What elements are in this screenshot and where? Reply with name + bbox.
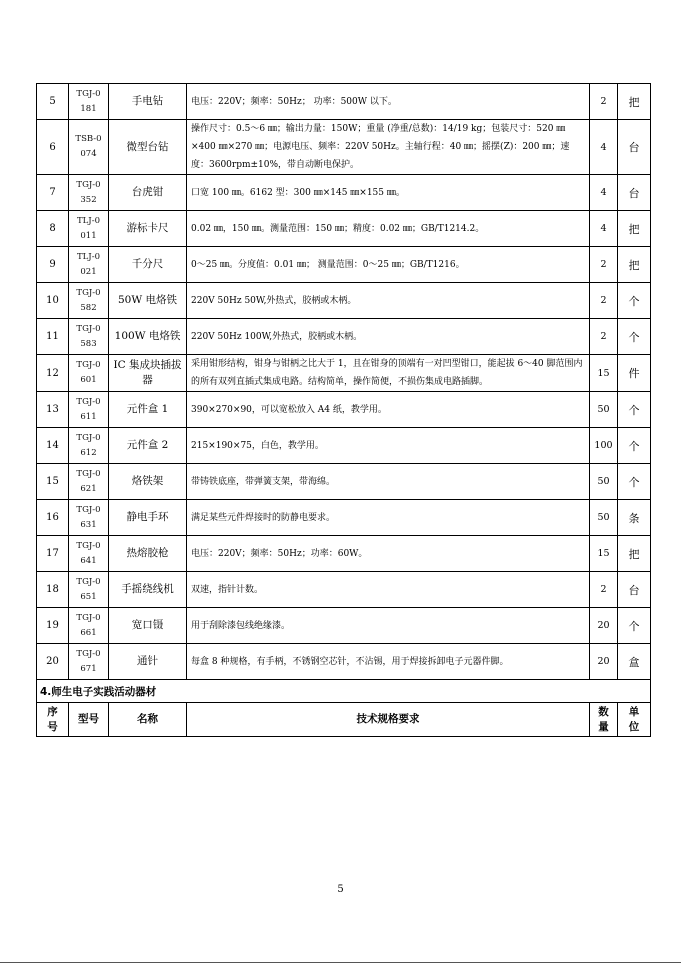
- row-number: 9: [37, 247, 69, 283]
- row-qty: 2: [590, 247, 618, 283]
- row-spec: 采用钳形结构，钳身与钳柄之比大于 1，且在钳身的顶端有一对凹型钳口，能起拔 6～40 脚范围内的所有双列直插式集成电路。结构简单，操作简便，不损伤集成电路插脚。: [187, 355, 590, 392]
- table-row: [37, 608, 651, 644]
- row-model-part: TGJ-0: [76, 612, 101, 623]
- row-model-part: 641: [80, 555, 97, 566]
- row-unit: 个: [618, 428, 651, 464]
- row-model-part: TGJ-0: [76, 540, 101, 551]
- header-row: [37, 703, 651, 737]
- row-model: [69, 536, 109, 572]
- row-number: 13: [37, 392, 69, 428]
- row-number: 14: [37, 428, 69, 464]
- equipment-table-body: [37, 84, 651, 680]
- row-name: 静电手环: [109, 500, 187, 536]
- row-unit: 个: [618, 319, 651, 355]
- table-row: [37, 464, 651, 500]
- row-unit: 台: [618, 175, 651, 211]
- row-unit: 把: [618, 84, 651, 120]
- row-model-part: TGJ-0: [76, 576, 101, 587]
- row-number: 6: [37, 120, 69, 175]
- row-number: 5: [37, 84, 69, 120]
- section-title: 4.师生电子实践活动器材: [37, 680, 651, 703]
- row-model-part: TGJ-0: [76, 504, 101, 515]
- row-spec: 0～25 ㎜。分度值：0.01 ㎜； 测量范围：0～25 ㎜；GB/T1216。: [187, 247, 590, 283]
- row-model-part: 631: [80, 519, 97, 530]
- row-model: [69, 428, 109, 464]
- row-spec: 双速，指针计数。: [187, 572, 590, 608]
- row-name: 台虎钳: [109, 175, 187, 211]
- row-qty: 2: [590, 572, 618, 608]
- row-model: [69, 355, 109, 392]
- row-name: 宽口镊: [109, 608, 187, 644]
- row-spec: 每盒 8 种规格，有手柄，不锈钢空芯针，不沾锡，用于焊接拆卸电子元器件脚。: [187, 644, 590, 680]
- row-model-part: 021: [80, 266, 97, 277]
- row-unit: 台: [618, 120, 651, 175]
- row-name: 100W 电烙铁: [109, 319, 187, 355]
- row-model: [69, 283, 109, 319]
- table-row: [37, 572, 651, 608]
- row-number: 19: [37, 608, 69, 644]
- row-model-part: TGJ-0: [76, 323, 101, 334]
- row-number: 17: [37, 536, 69, 572]
- row-model: [69, 175, 109, 211]
- page-number: 5: [337, 884, 344, 895]
- row-name: 游标卡尺: [109, 211, 187, 247]
- row-model: [69, 211, 109, 247]
- table-row: [37, 84, 651, 120]
- row-name: 手摇绕线机: [109, 572, 187, 608]
- row-model-part: 612: [80, 447, 97, 458]
- row-qty: 50: [590, 464, 618, 500]
- row-spec: 220V 50Hz 100W,外热式，胶柄或木柄。: [187, 319, 590, 355]
- table-row: [37, 644, 651, 680]
- row-model-part: 601: [80, 375, 97, 385]
- row-model-part: TSB-0: [75, 134, 102, 144]
- row-model-part: TGJ-0: [76, 648, 101, 659]
- row-qty: 50: [590, 500, 618, 536]
- row-model-part: 611: [80, 411, 97, 422]
- row-unit: 件: [618, 355, 651, 392]
- row-model: [69, 120, 109, 175]
- row-spec: 用于刮除漆包线绝缘漆。: [187, 608, 590, 644]
- row-model-part: TGJ-0: [76, 396, 101, 407]
- row-model-part: 352: [80, 194, 97, 205]
- row-model: [69, 644, 109, 680]
- page-bottom-rule: [0, 962, 681, 963]
- row-name: IC 集成块插拔器: [109, 355, 187, 392]
- row-number: 20: [37, 644, 69, 680]
- row-qty: 4: [590, 211, 618, 247]
- row-spec: 满足某些元件焊接时的防静电要求。: [187, 500, 590, 536]
- row-unit: 个: [618, 283, 651, 319]
- table-row: [37, 120, 651, 175]
- row-model: [69, 392, 109, 428]
- row-model-part: TLJ-0: [76, 215, 100, 226]
- row-name: 通针: [109, 644, 187, 680]
- row-qty: 20: [590, 608, 618, 644]
- row-name: 微型台钻: [109, 120, 187, 175]
- header-qty: 数 量: [590, 703, 618, 737]
- row-model: [69, 84, 109, 120]
- row-unit: 台: [618, 572, 651, 608]
- row-spec: 0.02 ㎜，150 ㎜。测量范围：150 ㎜；精度：0.02 ㎜；GB/T1214.2。: [187, 211, 590, 247]
- row-unit: 个: [618, 464, 651, 500]
- row-spec: 口宽 100 ㎜。6162 型：300 ㎜×145 ㎜×155 ㎜。: [187, 175, 590, 211]
- row-name: 热熔胶枪: [109, 536, 187, 572]
- row-spec: 215×190×75，白色，教学用。: [187, 428, 590, 464]
- table-row: [37, 428, 651, 464]
- row-model-part: 661: [80, 627, 97, 638]
- equipment-table: [36, 83, 651, 737]
- row-unit: 个: [618, 392, 651, 428]
- row-model-part: TGJ-0: [76, 287, 101, 298]
- row-spec: 220V 50Hz 50W,外热式，胶柄或木柄。: [187, 283, 590, 319]
- table-row: [37, 211, 651, 247]
- header-no: 序 号: [37, 703, 69, 737]
- row-model-part: 621: [80, 483, 97, 494]
- table-row: [37, 392, 651, 428]
- row-spec: 390×270×90，可以宽松放入 A4 纸，教学用。: [187, 392, 590, 428]
- row-qty: 15: [590, 536, 618, 572]
- row-model-part: 651: [80, 591, 97, 602]
- row-model: [69, 572, 109, 608]
- row-qty: 15: [590, 355, 618, 392]
- row-number: 15: [37, 464, 69, 500]
- row-spec: 电压：220V；频率：50Hz；功率：60W。: [187, 536, 590, 572]
- row-model-part: TGJ-0: [76, 88, 101, 99]
- row-unit: 条: [618, 500, 651, 536]
- row-number: 7: [37, 175, 69, 211]
- row-unit: 把: [618, 536, 651, 572]
- header-spec: 技术规格要求: [187, 703, 590, 737]
- row-unit: 盒: [618, 644, 651, 680]
- section-block: [37, 680, 651, 737]
- row-qty: 4: [590, 120, 618, 175]
- row-number: 16: [37, 500, 69, 536]
- row-name: 千分尺: [109, 247, 187, 283]
- row-unit: 把: [618, 211, 651, 247]
- table-row: [37, 536, 651, 572]
- row-name: 手电钻: [109, 84, 187, 120]
- row-model: [69, 247, 109, 283]
- row-name: 元件盒 1: [109, 392, 187, 428]
- row-qty: 20: [590, 644, 618, 680]
- row-model-part: 181: [80, 103, 97, 114]
- row-qty: 2: [590, 283, 618, 319]
- row-model-part: TGJ-0: [76, 432, 101, 443]
- row-qty: 2: [590, 84, 618, 120]
- row-model-part: TGJ-0: [76, 468, 101, 479]
- row-model-part: TGJ-0: [76, 179, 101, 190]
- row-number: 11: [37, 319, 69, 355]
- row-model-part: TGJ-0: [76, 360, 101, 370]
- table-row: [37, 283, 651, 319]
- row-number: 18: [37, 572, 69, 608]
- row-model-part: 582: [80, 302, 97, 313]
- row-model: [69, 464, 109, 500]
- row-spec: 操作尺寸：0.5～6 ㎜；输出力量：150W；重量 (净重/总数)：14/19 kg；包装尺寸：520 ㎜×400 ㎜×270 ㎜；电源电压、频率：220V 50Hz。主轴行程：40 ㎜；摇摆(Z)：200 ㎜；速度：3600rpm±10%，带自动断电保护。: [187, 120, 590, 175]
- row-number: 8: [37, 211, 69, 247]
- table-row: [37, 175, 651, 211]
- row-number: 10: [37, 283, 69, 319]
- row-name: 元件盒 2: [109, 428, 187, 464]
- header-name: 名称: [109, 703, 187, 737]
- row-model-part: 583: [80, 338, 97, 349]
- header-model: 型号: [69, 703, 109, 737]
- row-spec: 带铸铁底座，带弹簧支架，带海绵。: [187, 464, 590, 500]
- table-row: [37, 355, 651, 392]
- row-model-part: TLJ-0: [76, 251, 100, 262]
- row-unit: 把: [618, 247, 651, 283]
- table-row: [37, 247, 651, 283]
- row-spec: 电压：220V；频率：50Hz； 功率：500W 以下。: [187, 84, 590, 120]
- row-name: 50W 电烙铁: [109, 283, 187, 319]
- row-model-part: 074: [80, 149, 97, 159]
- row-model: [69, 500, 109, 536]
- row-model-part: 671: [80, 663, 97, 674]
- row-qty: 50: [590, 392, 618, 428]
- row-qty: 2: [590, 319, 618, 355]
- table-row: [37, 319, 651, 355]
- row-number: 12: [37, 355, 69, 392]
- row-qty: 100: [590, 428, 618, 464]
- row-model: [69, 319, 109, 355]
- row-name: 烙铁架: [109, 464, 187, 500]
- table-row: [37, 500, 651, 536]
- row-qty: 4: [590, 175, 618, 211]
- row-model: [69, 608, 109, 644]
- section-row: [37, 680, 651, 703]
- row-unit: 个: [618, 608, 651, 644]
- header-unit: 单 位: [618, 703, 651, 737]
- row-model-part: 011: [80, 230, 97, 241]
